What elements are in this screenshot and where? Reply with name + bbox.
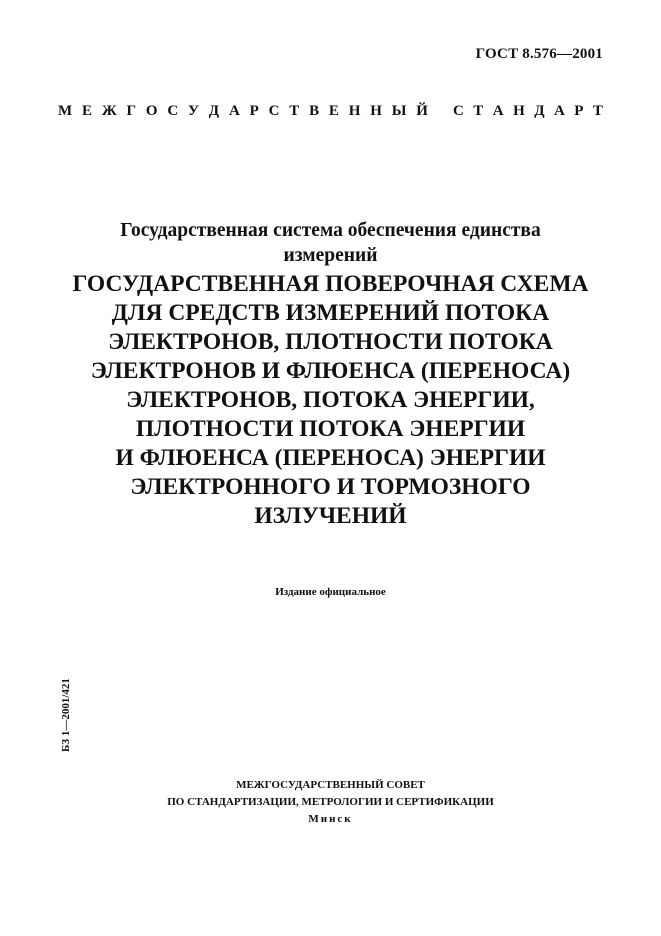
standard-type-word-interstate — [58, 103, 428, 120]
standard-type-heading — [58, 103, 603, 120]
main-title-line: ИЗЛУЧЕНИЙ — [254, 503, 407, 529]
letter: Г — [126, 103, 137, 119]
publisher-line: МЕЖГОСУДАРСТВЕННЫЙ СОВЕТ — [236, 779, 425, 791]
letter: Й — [416, 103, 428, 119]
letter: Ы — [391, 103, 407, 119]
main-title-line: ЭЛЕКТРОНОВ, ПОТОКА ЭНЕРГИИ, — [126, 387, 535, 413]
letter: Е — [328, 103, 339, 119]
system-title-line: Государственная система обеспечения единства — [120, 220, 541, 241]
letter: В — [309, 103, 320, 119]
main-title-line: ДЛЯ СРЕДСТВ ИЗМЕРЕНИЙ ПОТОКА — [111, 300, 550, 326]
main-title-line: ЭЛЕКТРОНОВ И ФЛЮЕНСА (ПЕРЕНОСА) — [90, 358, 571, 384]
letter: Р — [249, 103, 259, 119]
letter: А — [492, 103, 504, 119]
letter: Т — [289, 103, 300, 119]
letter: Н — [348, 103, 361, 119]
main-title-line: ЭЛЕКТРОНОВ, ПЛОТНОСТИ ПОТОКА — [108, 329, 553, 355]
publisher-city: Минск — [308, 813, 353, 825]
main-title-line: ЭЛЕКТРОННОГО И ТОРМОЗНОГО — [130, 474, 531, 500]
publisher-block — [0, 777, 661, 828]
document-code: ГОСТ 8.576—2001 — [475, 46, 603, 62]
system-title-line: измерений — [283, 245, 378, 266]
letter: Т — [473, 103, 484, 119]
letter: М — [58, 103, 73, 119]
letter: Д — [208, 103, 220, 119]
letter: Т — [592, 103, 603, 119]
letter: У — [187, 103, 199, 119]
letter: Ж — [101, 103, 117, 119]
main-title — [40, 270, 621, 531]
main-title-line: ГОСУДАРСТВЕННАЯ ПОВЕРОЧНАЯ СХЕМА — [72, 271, 589, 297]
letter: А — [553, 103, 565, 119]
letter: С — [453, 103, 464, 119]
standard-type-word-standard — [453, 103, 603, 120]
main-title-line: И ФЛЮЕНСА (ПЕРЕНОСА) ЭНЕРГИИ — [115, 445, 546, 471]
letter: С — [167, 103, 179, 119]
main-title-line: ПЛОТНОСТИ ПОТОКА ЭНЕРГИИ — [135, 416, 526, 442]
letter: А — [228, 103, 240, 119]
letter: Р — [574, 103, 584, 119]
letter: Н — [370, 103, 382, 119]
publisher-line: ПО СТАНДАРТИЗАЦИИ, МЕТРОЛОГИИ И СЕРТИФИКАЦИИ — [167, 796, 494, 808]
side-registration-code: БЗ 1—2001/421 — [60, 678, 72, 752]
system-title — [60, 218, 601, 268]
letter: Д — [534, 103, 545, 119]
edition-label: Издание официальное — [275, 586, 386, 598]
letter: С — [268, 103, 280, 119]
letter: О — [145, 103, 158, 119]
letter: Е — [81, 103, 92, 119]
letter: Н — [513, 103, 525, 119]
